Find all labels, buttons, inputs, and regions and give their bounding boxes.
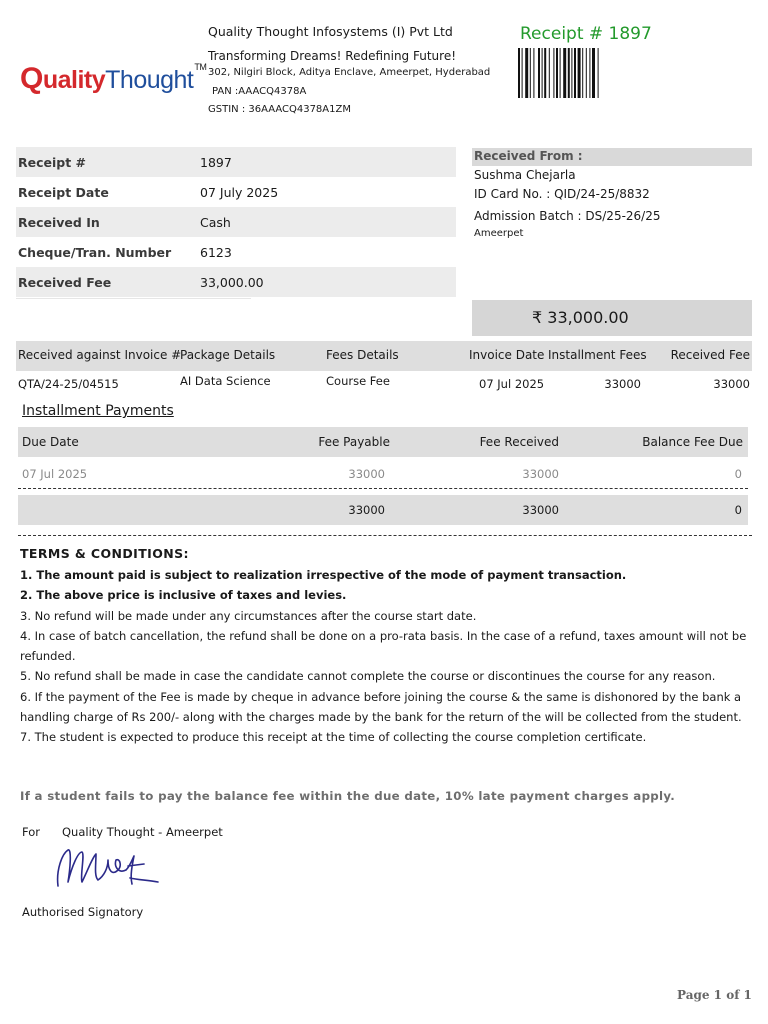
- company-logo: QualityThought™: [20, 62, 207, 95]
- terms-item: 1. The amount paid is subject to realization irrespective of the mode of payment transaction.: [20, 568, 627, 582]
- company-address: 302, Nilgiri Block, Aditya Enclave, Ameerpet, Hyderabad: [208, 67, 491, 78]
- received-from-title: Received From :: [474, 149, 583, 163]
- invoice-col-header: Fees Details: [326, 348, 399, 362]
- info-label: Received Fee: [18, 275, 112, 290]
- installment-col-header: Balance Fee Due: [642, 435, 743, 449]
- receipt-heading: Receipt # 1897: [520, 24, 652, 44]
- installment-cell: 07 Jul 2025: [22, 467, 88, 481]
- invoice-cell: AI Data Science: [180, 374, 271, 388]
- invoice-cell: 07 Jul 2025: [479, 377, 545, 391]
- info-label: Received In: [18, 215, 100, 230]
- info-row: [16, 237, 456, 267]
- info-row: [16, 147, 456, 177]
- company-pan: PAN :AAACQ4378A: [212, 86, 307, 97]
- invoice-cell: 33000: [713, 377, 750, 391]
- terms-item: 3. No refund will be made under any circumstances after the course start date.: [20, 608, 477, 623]
- terms-item: 5. No refund shall be made in case the candidate cannot complete the course or discontinues the course for any reason.: [20, 669, 716, 684]
- terms-item: 6. If the payment of the Fee is made by cheque in advance before joining the course & the same is dishonored by the bank a handling charge of Rs 200/- along with the charges made by the bank for the return of the will be collected from the student.: [20, 689, 742, 725]
- signature-image: [52, 840, 162, 892]
- info-value: 33,000.00: [200, 275, 264, 290]
- invoice-col-header: Package Details: [180, 348, 276, 362]
- installment-cell: 33000: [348, 467, 385, 481]
- installment-total-cell: 33000: [348, 503, 385, 517]
- installment-col-header: Due Date: [22, 435, 79, 449]
- info-label: Receipt Date: [18, 185, 109, 200]
- installment-total-cell: 0: [734, 503, 742, 517]
- info-row: [16, 267, 456, 297]
- info-label: Receipt #: [18, 155, 87, 170]
- info-value: Cash: [200, 215, 231, 230]
- receipt-info: [16, 147, 456, 297]
- info-value: 1897: [200, 155, 232, 170]
- authorised-signatory: Authorised Signatory: [22, 905, 144, 919]
- divider: [16, 298, 251, 299]
- page-number: Page 1 of 1: [677, 988, 752, 1002]
- student-id-card: ID Card No. : QID/24-25/8832: [474, 187, 650, 201]
- terms-item: 7. The student is expected to produce this receipt at the time of collecting the course completion certificate.: [20, 730, 647, 745]
- company-name: Quality Thought Infosystems (I) Pvt Ltd: [208, 24, 453, 39]
- terms-title: TERMS & CONDITIONS:: [20, 546, 189, 561]
- company-tagline: Transforming Dreams! Redefining Future!: [208, 49, 457, 63]
- student-name: Sushma Chejarla: [474, 168, 576, 182]
- branch: Ameerpet: [474, 228, 524, 239]
- info-value: 07 July 2025: [200, 185, 279, 200]
- info-label: Cheque/Tran. Number: [18, 245, 172, 260]
- terms-item: 4. In case of batch cancellation, the refund shall be done on a pro-rata basis. In the case of a refund, taxes amount will not be refunded.: [20, 628, 747, 664]
- installment-title: Installment Payments: [22, 403, 174, 419]
- admission-batch: Admission Batch : DS/25-26/25: [474, 209, 661, 223]
- info-row: [16, 207, 456, 237]
- barcode: [518, 48, 642, 98]
- total-amount: ₹ 33,000.00: [532, 308, 629, 327]
- dashed-divider: [18, 488, 748, 489]
- late-fee-note: If a student fails to pay the balance fee within the due date, 10% late payment charges apply.: [20, 789, 676, 803]
- terms-list: [20, 565, 754, 748]
- installment-cell: 0: [734, 467, 742, 481]
- installment-col-header: Fee Payable: [318, 435, 390, 449]
- installment-cell: 33000: [522, 467, 559, 481]
- invoice-cell: QTA/24-25/04515: [18, 377, 119, 391]
- info-row: [16, 177, 456, 207]
- invoice-col-header: Invoice Date: [469, 348, 545, 362]
- info-value: 6123: [200, 245, 232, 260]
- terms-item: 2. The above price is inclusive of taxes and levies.: [20, 588, 347, 603]
- dashed-divider: [18, 535, 752, 536]
- invoice-col-header: Received Fee: [670, 348, 750, 362]
- company-gstin: GSTIN : 36AAACQ4378A1ZM: [208, 104, 351, 115]
- invoice-col-header: Received against Invoice #: [18, 348, 182, 362]
- for-branch: Quality Thought - Ameerpet: [62, 825, 223, 839]
- installment-total-cell: 33000: [522, 503, 559, 517]
- invoice-cell: 33000: [604, 377, 641, 391]
- invoice-col-header: Installment Fees: [548, 348, 647, 362]
- invoice-cell: Course Fee: [326, 374, 390, 388]
- installment-col-header: Fee Received: [479, 435, 559, 449]
- for-label: For: [22, 825, 40, 839]
